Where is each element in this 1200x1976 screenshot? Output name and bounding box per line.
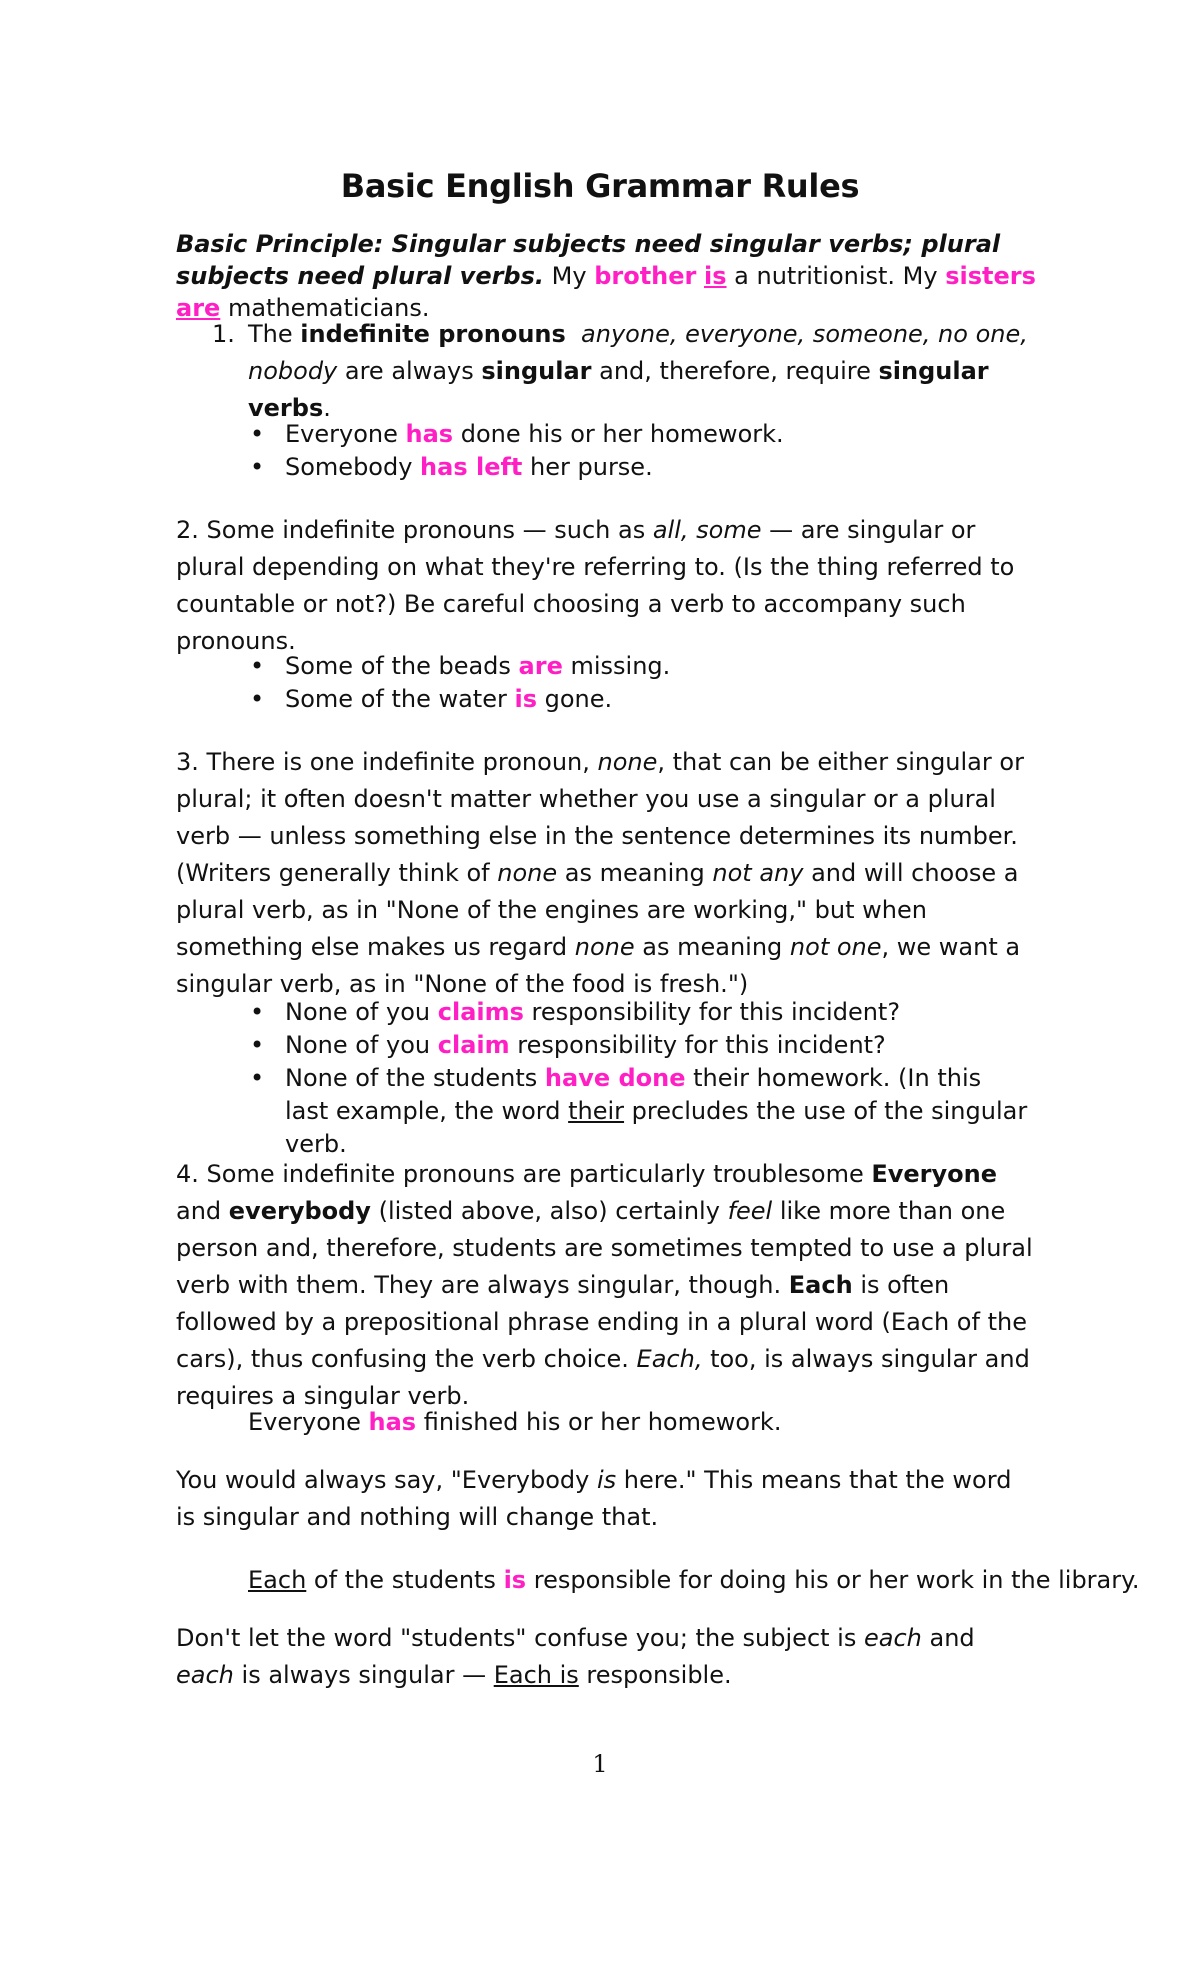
example-sentence <box>248 1404 781 1441</box>
rule1-bold-term: indefinite pronouns <box>300 320 566 348</box>
rule3-italic: not any <box>712 859 804 887</box>
bullet-text: None of the students <box>285 1064 545 1092</box>
highlight-sisters: sisters <box>945 262 1036 290</box>
rule3-text: as meaning <box>634 933 790 961</box>
example-text: Everyone <box>248 1408 369 1436</box>
rule3-text: , we want a singular verb, as in "None of the food is fresh.") <box>176 933 1021 998</box>
rule2-text: — are singular or plural depending on what they're referring to. (Is the thing referred to countable or not?) Be careful choosing a verb to accompany such pronouns. <box>176 516 1015 655</box>
underlined-phrase: Each is <box>493 1661 579 1689</box>
rule1-text: are always <box>337 357 482 385</box>
rule3-text: as meaning <box>557 859 713 887</box>
principle-text: a nutritionist. My <box>726 262 946 290</box>
rule3-italic: none <box>574 933 635 961</box>
highlight-verb: have done <box>544 1064 686 1092</box>
rule3-paragraph <box>176 744 1036 1003</box>
rule3-italic: none <box>497 859 558 887</box>
highlight-verb: has left <box>420 453 523 481</box>
bullet-text: None of you <box>285 1031 438 1059</box>
rule4-italic: feel <box>727 1197 773 1225</box>
rule1-paragraph <box>248 316 1048 427</box>
rule3-text: 3. There is one indefinite pronoun, <box>176 748 598 776</box>
rule4-bold: Everyone <box>871 1160 998 1188</box>
highlight-verb: has <box>368 1408 417 1436</box>
principle-text: mathematicians. <box>220 294 430 322</box>
bullet-text: responsibility for this incident? <box>523 998 901 1026</box>
highlight-verb: are <box>518 652 563 680</box>
rule3-italic: none <box>597 748 658 776</box>
rule3-text: and will choose a plural verb, as in "None of the engines are working," but when something else makes us regard <box>176 859 1019 961</box>
bullet-icon: • <box>250 1031 265 1059</box>
rule1-bold-term: singular verbs <box>248 357 989 422</box>
highlight-verb: is <box>514 685 537 713</box>
bullet-icon: • <box>250 998 265 1026</box>
para-text: Don't let the word "students" confuse you; the subject is <box>176 1624 864 1652</box>
para-italic: each <box>863 1624 922 1652</box>
highlight-brother: brother <box>594 262 697 290</box>
rule4-text: too, is always singular and requires a singular verb. <box>176 1345 1030 1410</box>
highlight-verb: claims <box>437 998 524 1026</box>
rule4-text: (listed above, also) certainly <box>370 1197 728 1225</box>
rule4-text: 4. Some indefinite pronouns are particularly troublesome <box>176 1160 872 1188</box>
highlight-verb: claim <box>437 1031 510 1059</box>
rule1-text <box>566 320 581 348</box>
rule4-bold: Each <box>788 1271 853 1299</box>
bullet-icon: • <box>250 1064 265 1092</box>
rule2-italic: all, some <box>652 516 762 544</box>
bullet-text: Somebody <box>285 453 421 481</box>
basic-principle-paragraph <box>176 228 1036 324</box>
bullet-text: their homework. (In this last example, the word <box>285 1064 982 1125</box>
rule1-bold-term: singular <box>481 357 592 385</box>
rule2-paragraph <box>176 512 1036 660</box>
principle-lead: Basic Principle: Singular subjects need singular verbs; plural subjects need plural verbs. <box>176 230 1001 290</box>
bullet-icon: • <box>250 453 265 481</box>
list-item <box>250 418 1045 451</box>
rule4-bold: everybody <box>228 1197 371 1225</box>
example-text: finished his or her homework. <box>416 1408 782 1436</box>
page-number: 1 <box>592 1750 608 1778</box>
bullet-text: responsibility for this incident? <box>509 1031 886 1059</box>
highlight-is: is <box>704 262 727 290</box>
example-text: of the students <box>306 1566 504 1594</box>
para-text: and <box>921 1624 975 1652</box>
bullet-text: Some of the water <box>285 685 515 713</box>
bullet-text: gone. <box>537 685 613 713</box>
para-text: You would always say, "Everybody <box>176 1466 597 1494</box>
underlined-word: Each <box>248 1566 307 1594</box>
principle-space <box>696 262 704 290</box>
explanation-paragraph <box>176 1462 1036 1536</box>
bullet-icon: • <box>250 652 265 680</box>
bullet-text: missing. <box>562 652 671 680</box>
bullet-text: Some of the beads <box>285 652 519 680</box>
bullet-text: precludes the use of the singular verb. <box>285 1097 1028 1158</box>
list-item <box>250 1029 1045 1062</box>
list-item <box>250 1062 1030 1161</box>
rule2-text: 2. Some indefinite pronouns — such as <box>176 516 653 544</box>
rule4-text: and <box>176 1197 229 1225</box>
list-item <box>250 996 1045 1029</box>
rule1-italic-list: anyone, everyone, someone, no one, nobody <box>248 320 1028 385</box>
list-item <box>250 683 1045 716</box>
explanation-paragraph <box>176 1620 1036 1694</box>
list-item <box>250 650 1045 683</box>
para-italic: each <box>176 1661 234 1689</box>
highlight-verb: is <box>503 1566 527 1594</box>
underlined-word: their <box>568 1097 625 1125</box>
rule3-italic: not one <box>789 933 882 961</box>
rule4-paragraph <box>176 1156 1036 1415</box>
para-italic: is <box>597 1466 617 1494</box>
bullet-text: her purse. <box>522 453 653 481</box>
example-text: responsible for doing his or her work in the library. <box>526 1566 1140 1594</box>
principle-text: My <box>544 262 595 290</box>
bullet-text: done his or her homework. <box>453 420 784 448</box>
rule1-text: The <box>248 320 301 348</box>
rule1-text: . <box>323 394 331 422</box>
para-text: is always singular — <box>233 1661 494 1689</box>
para-text: responsible. <box>578 1661 732 1689</box>
rule3-text: , that can be either singular or plural; it often doesn't matter whether you use a singular or a plural verb — unless something else in the sentence determines its number. (Writers generally think of <box>176 748 1024 887</box>
rule4-text: is often followed by a prepositional phrase ending in a plural word (Each of the cars), thus confusing the verb choice. <box>176 1271 1027 1373</box>
rule1-number: 1. <box>212 320 235 348</box>
page-title: Basic English Grammar Rules <box>340 167 860 205</box>
rule4-italic: Each, <box>636 1345 703 1373</box>
bullet-text: None of you <box>285 998 438 1026</box>
para-text: here." This means that the word is singular and nothing will change that. <box>176 1466 1012 1531</box>
rule4-text: like more than one person and, therefore, students are sometimes tempted to use a plural verb with them. They are always singular, though. <box>176 1197 1033 1299</box>
bullet-icon: • <box>250 685 265 713</box>
rule1-text: and, therefore, require <box>591 357 879 385</box>
highlight-verb: has <box>405 420 454 448</box>
list-item <box>250 451 1045 484</box>
bullet-icon: • <box>250 420 265 448</box>
bullet-text: Everyone <box>285 420 406 448</box>
example-sentence <box>248 1562 1140 1599</box>
highlight-are: are <box>176 294 221 322</box>
